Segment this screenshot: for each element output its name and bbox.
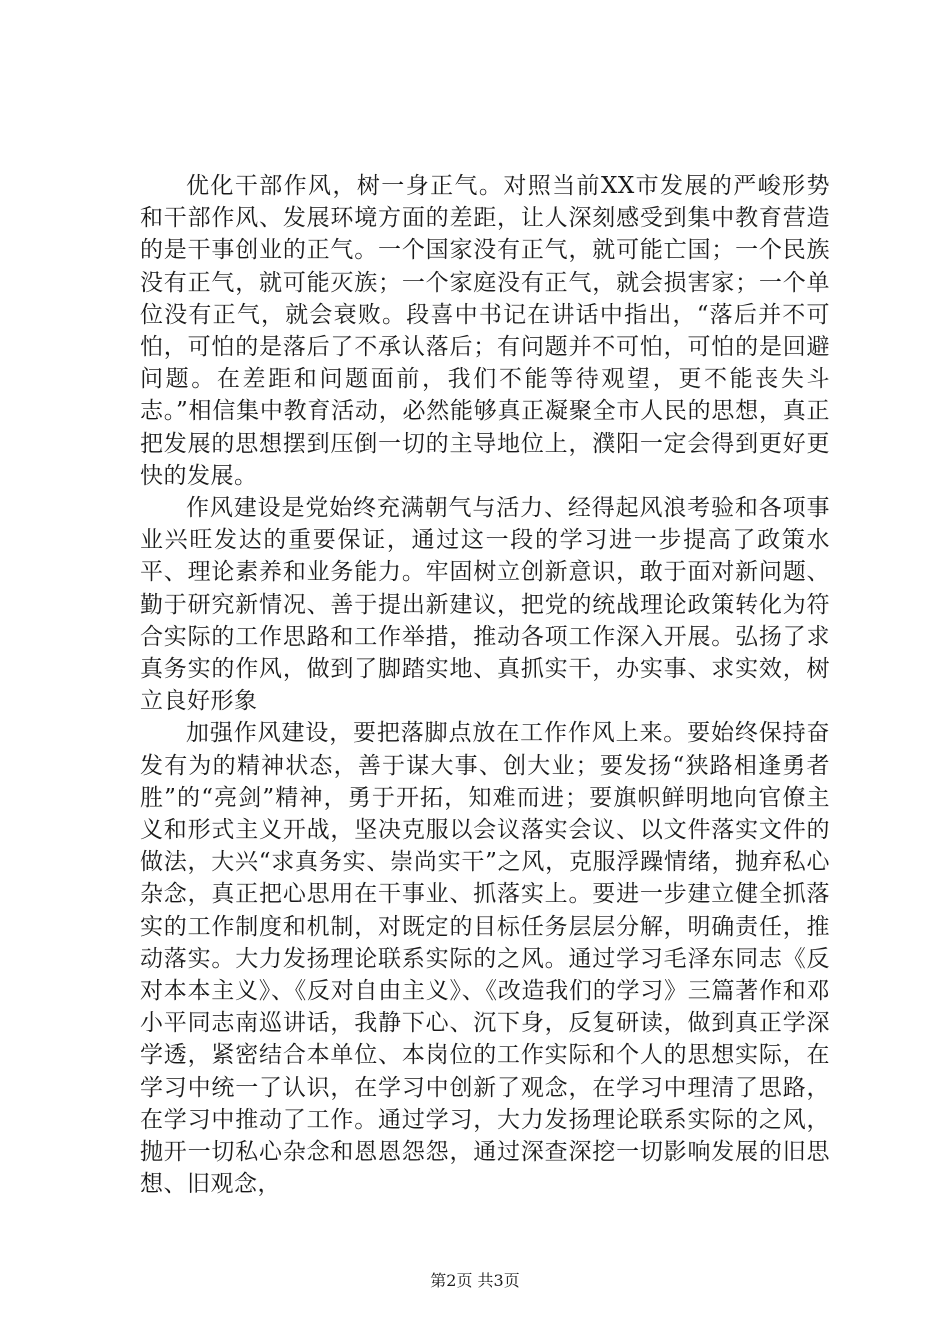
paragraph-2: 作风建设是党始终充满朝气与活力、经得起风浪考验和各项事业兴旺发达的重要保证，通过这一段的学习进一步提高了政策水平、理论素养和业务能力。牢固树立创新意识，敢于面对新问题、勤于研究新情况、善于提出新建议，把党的统战理论政策转化为符合实际的工作思路和工作举措，推动各项工作深入开展。弘扬了求真务实的作风，做到了脚踏实地、真抓实干，办实事、求实效，树立良好形象 xyxy=(140,495,830,715)
document-body xyxy=(140,170,830,1201)
paragraph-3: 加强作风建设，要把落脚点放在工作作风上来。要始终保持奋发有为的精神状态，善于谋大事、创大业；要发扬“狭路相逢勇者胜”的“亮剑”精神，勇于开拓，知难而进；要旗帜鲜明地向官僚主义和形式主义开战，坚决克服以会议落实会议、以文件落实文件的做法，大兴“求真务实、崇尚实干”之风，克服浮躁情绪，抛弃私心杂念，真正把心思用在干事业、抓落实上。要进一步建立健全抓落实的工作制度和机制，对既定的目标任务层层分解，明确责任，推动落实。大力发扬理论联系实际的之风。通过学习毛泽东同志《反对本本主义》、《反对自由主义》、《改造我们的学习》三篇著作和邓小平同志南巡讲话，我静下心、沉下身，反复研读，做到真正学深学透，紧密结合本单位、本岗位的工作实际和个人的思想实际，在学习中统一了认识，在学习中创新了观念，在学习中理清了思路，在学习中推动了工作。通过学习，大力发扬理论联系实际的之风，抛开一切私心杂念和恩恩怨怨，通过深查深挖一切影响发展的旧思想、旧观念， xyxy=(140,720,830,1198)
page-footer: 第2页 共3页 xyxy=(430,1271,520,1290)
paragraph-1: 优化干部作风，树一身正气。对照当前XX市发展的严峻形势和干部作风、发展环境方面的差距，让人深刻感受到集中教育营造的是干事创业的正气。一个国家没有正气，就可能亡国；一个民族没有正气，就可能灭族；一个家庭没有正气，就会损害家；一个单位没有正气，就会衰败。段喜中书记在讲话中指出，“落后并不可怕，可怕的是落后了不承认落后；有问题并不可怕，可怕的是回避问题。在差距和问题面前，我们不能等待观望，更不能丧失斗志。”相信集中教育活动，必然能够真正凝聚全市人民的思想，真正把发展的思想摆到压倒一切的主导地位上，濮阳一定会得到更好更快的发展。 xyxy=(140,173,830,489)
